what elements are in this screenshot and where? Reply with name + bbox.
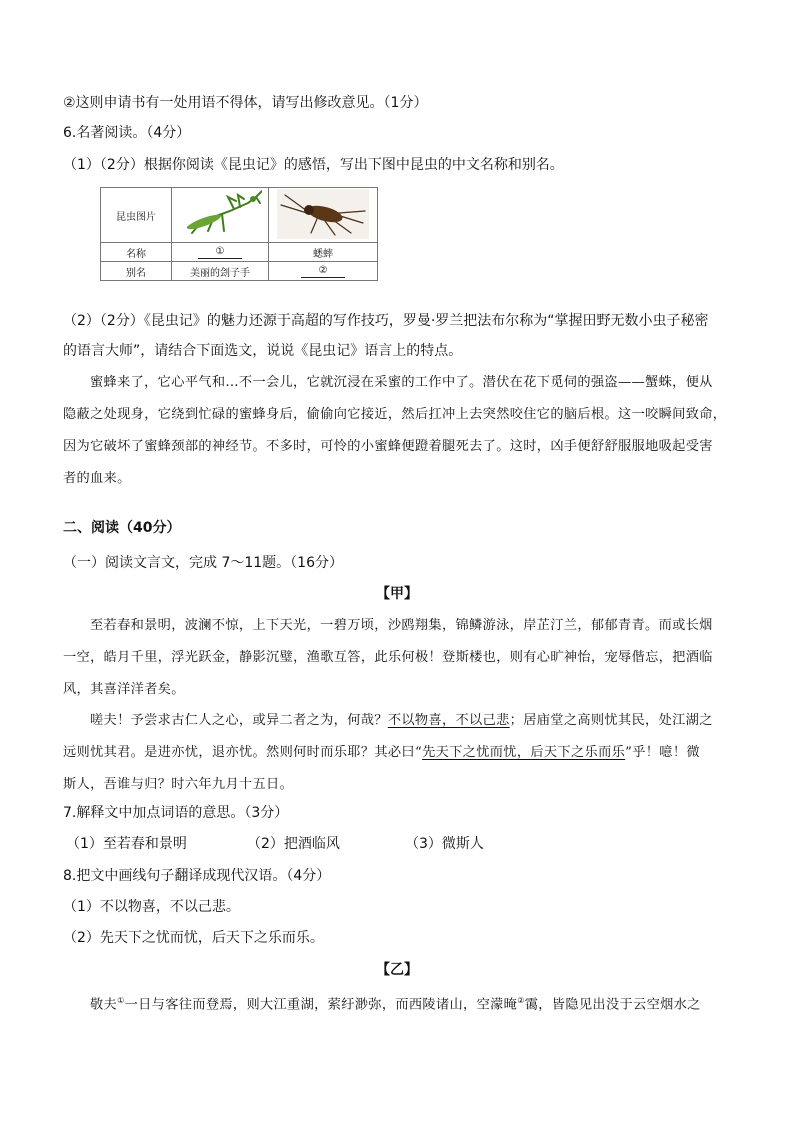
passage-jia-heading: 【甲】	[376, 586, 418, 602]
footnote-2: ②	[517, 996, 525, 1005]
q8-title: 8.把文中画线句子翻译成现代汉语。（4分）	[63, 868, 331, 884]
q7-item-3: （3）微斯人	[405, 836, 484, 852]
jia-line: 一空，皓月千里，浮光跃金，静影沉璧，渔歌互答，此乐何极！登斯楼也，则有心旷神怡，宠辱偕忘，把酒临	[63, 650, 713, 665]
q5-sub2: ②这则申请书有一处用语不得体，请写出修改意见。（1分）	[63, 95, 428, 111]
footnote-1: ①	[117, 996, 125, 1005]
q8-part-2: （2）先天下之忧而忧，后天下之乐而乐。	[63, 930, 324, 946]
cricket-icon	[277, 189, 369, 239]
excerpt-line: 因为它破坏了蜜蜂颈部的神经节。不多时，可怜的小蜜蜂便蹬着腿死去了。这时，凶手便舒舒服服地吸起受害	[63, 439, 713, 454]
q7-item-2: （2）把酒临风	[247, 836, 340, 852]
jia-line: 风，其喜洋洋者矣。	[63, 682, 185, 697]
jia-paragraph-1	[63, 610, 731, 706]
section-heading: 二、阅读（40分）	[63, 520, 181, 536]
jia-line: 至若春和景明，波澜不惊，上下天光，一碧万顷，沙鸥翔集，锦鳞游泳，岸芷汀兰，郁郁青青。而或长烟	[90, 618, 713, 633]
cricket-alias-blank: ②	[269, 262, 378, 281]
subsection-heading: （一）阅读文言文，完成 7～11题。（16分）	[63, 555, 343, 571]
q6-part1: （1）（2分）根据你阅读《昆虫记》的感悟，写出下图中昆虫的中文名称和别名。	[63, 157, 564, 173]
yi-paragraph	[63, 985, 731, 1017]
jia-p2-line2: 远则忧其君。是进亦忧，退亦忧。然则何时而乐耶？其必曰“先天下之忧而忧，后天下之乐而乐”乎！噫！微	[63, 745, 700, 760]
jia-paragraph-2	[63, 705, 731, 801]
q6-part2-line2: 的语言大师”，请结合下面选文，说说《昆虫记》语言上的特点。	[63, 343, 463, 359]
underlined-sentence-2: 先天下之忧而忧，后天下之乐而乐	[422, 745, 626, 760]
q6-title: 6.名著阅读。（4分）	[63, 125, 191, 141]
mantis-alias: 美丽的刽子手	[172, 262, 269, 281]
mantis-image	[172, 188, 269, 243]
q8-part-1: （1）不以物喜，不以己悲。	[63, 899, 240, 915]
underlined-sentence-1: 不以物喜，不以己悲	[387, 713, 510, 728]
cricket-image	[269, 188, 378, 243]
excerpt-line: 隐蔽之处现身，它绕到忙碌的蜜蜂身后，偷偷向它接近，然后扛冲上去突然咬住它的脑后根。这一咬瞬间致命，	[63, 407, 727, 422]
row-label-name: 名称	[101, 243, 172, 262]
yi-line: 敬夫①一日与客往而登焉，则大江重湖，萦纡渺弥，而西陵诸山，空濛晻②霭，皆隐见出没于云空烟水之	[90, 996, 701, 1013]
jia-p2-line1: 嗟夫！予尝求古仁人之心，或异二者之为，何哉？不以物喜，不以己悲；居庙堂之高则忧其民，处江湖之	[90, 713, 713, 728]
cricket-name: 蟋蟀	[269, 243, 378, 262]
mantis-name-blank: ①	[172, 243, 269, 262]
q7-item-1: （1）至若春和景明	[66, 836, 187, 852]
excerpt-line: 蜜蜂来了，它心平气和…不一会儿，它就沉浸在采蜜的工作中了。潜伏在花下觅伺的强盗——蟹蛛，便从	[90, 375, 713, 390]
excerpt-line: 者的血来。	[63, 471, 131, 486]
insect-table	[100, 187, 378, 281]
mantis-icon	[178, 189, 262, 239]
jia-p2-line3: 斯人，吾谁与归？时六年九月十五日。	[63, 777, 294, 792]
row-label-alias: 别名	[101, 262, 172, 281]
row-label-picture: 昆虫图片	[101, 188, 172, 243]
excerpt-paragraph	[63, 367, 731, 495]
passage-yi-heading: 【乙】	[376, 962, 418, 978]
q7-title: 7.解释文中加点词语的意思。（3分）	[63, 805, 289, 821]
q6-part2-line1: （2）（2分）《昆虫记》的魅力还源于高超的写作技巧，罗曼·罗兰把法布尔称为“掌握田野无数小虫子秘密	[63, 313, 709, 329]
